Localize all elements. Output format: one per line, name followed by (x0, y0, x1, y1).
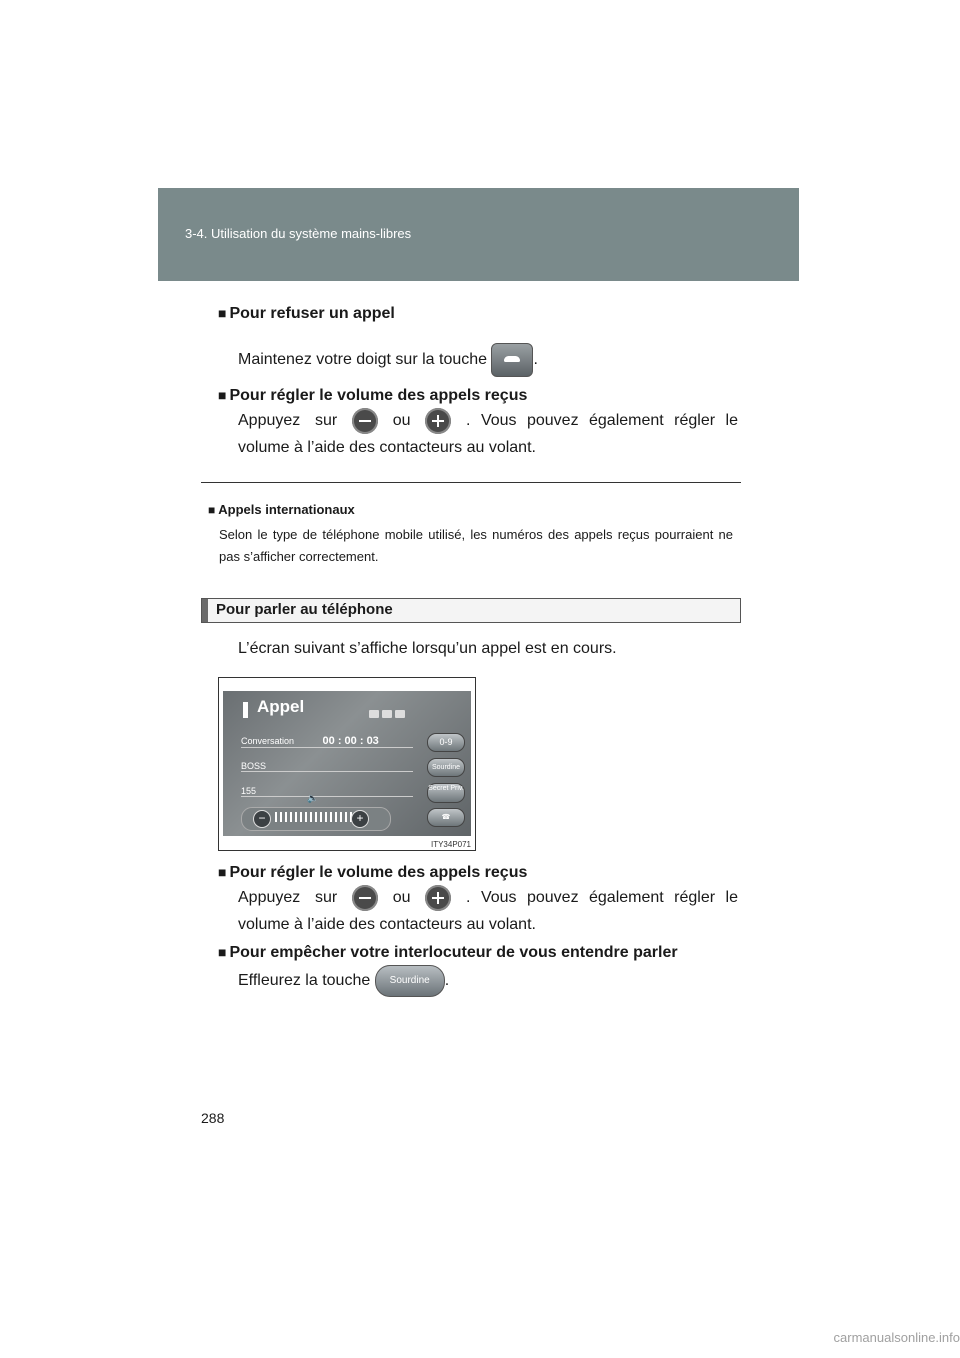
refuse-call-title: Pour refuser un appel (229, 305, 395, 322)
volume-line2-2: volume à l’aide des contacteurs au volant. (238, 916, 536, 933)
note-title: Appels internationaux (218, 502, 355, 517)
volume-title-2: Pour régler le volume des appels reçus (229, 864, 528, 881)
bullet-square-icon: ■ (218, 305, 227, 321)
screen-title: Appel (257, 697, 305, 716)
volume-word-1: Appuyez (238, 412, 301, 429)
bullet-square-icon: ■ (218, 944, 227, 960)
mute-instruction: Effleurez la touche (238, 972, 371, 990)
screen-intro: L’écran suivant s’affiche lorsqu’un appel est en cours. (238, 640, 617, 657)
volume-heading-1 (218, 387, 527, 405)
watermark: carmanualsonline.info (833, 1330, 960, 1345)
volume-plus-icon (425, 408, 451, 434)
volume-word-2: sur (315, 412, 338, 429)
section-bar (201, 598, 741, 623)
volume-plus-icon (425, 885, 451, 911)
caller-number-row: 155 (241, 786, 413, 797)
divider (201, 482, 741, 483)
volume-text-1 (238, 407, 738, 461)
volume-rest-1: . Vous pouvez également régler le (466, 412, 738, 429)
status-icons (369, 705, 431, 714)
signal-icon (395, 710, 405, 718)
refuse-call-instruction: Maintenez votre doigt sur la touche (238, 351, 488, 369)
call-screen (223, 691, 471, 836)
conversation-label: Conversation (241, 736, 295, 746)
refuse-call-period: . (533, 351, 538, 369)
volume-minus-icon (352, 885, 378, 911)
volume-word-1b: Appuyez (238, 889, 301, 906)
screen-volume-plus-button[interactable]: + (351, 810, 369, 828)
caller-name-row: BOSS (241, 761, 413, 772)
volume-word-2b: sur (315, 889, 338, 906)
section-title: Pour parler au téléphone (216, 601, 393, 618)
volume-word-3b: ou (392, 889, 411, 906)
mute-period: . (444, 972, 450, 990)
bullet-square-icon: ■ (218, 864, 227, 880)
note-heading (208, 502, 355, 517)
phone-icon (382, 710, 392, 718)
speaker-icon: 🔈 (307, 793, 319, 803)
mute-text (238, 965, 449, 997)
chapter-header (158, 188, 799, 281)
title-marker-icon (243, 702, 248, 718)
bluetooth-icon (369, 710, 379, 718)
volume-line2-1: volume à l’aide des contacteurs au volant. (238, 439, 536, 456)
bullet-square-icon: ■ (208, 503, 216, 517)
call-timer: 00 : 00 : 03 (322, 735, 379, 747)
volume-heading-2 (218, 864, 527, 882)
private-button[interactable]: Secret Priv. (427, 783, 465, 803)
volume-text-2 (238, 884, 738, 938)
refuse-call-heading (218, 305, 395, 323)
bullet-square-icon: ■ (218, 387, 227, 403)
figure-code: ITY34P071 (430, 840, 471, 849)
volume-word-3: ou (392, 412, 411, 429)
mute-heading (218, 944, 678, 962)
volume-title-1: Pour régler le volume des appels reçus (229, 387, 528, 404)
screen-volume-minus-button[interactable]: − (253, 810, 271, 828)
hang-up-button-icon (491, 343, 533, 377)
chapter-section-title: 3-4. Utilisation du système mains-libres (185, 226, 412, 241)
mute-button-icon: Sourdine (375, 965, 445, 997)
section-bar-accent (202, 599, 208, 622)
hang-up-button[interactable]: ☎ (427, 808, 465, 827)
mute-title: Pour empêcher votre interlocuteur de vous entendre parler (229, 944, 678, 961)
mute-button[interactable]: Sourdine (427, 758, 465, 777)
refuse-call-text (238, 343, 538, 377)
page-number: 288 (201, 1110, 225, 1126)
volume-minus-icon (352, 408, 378, 434)
keypad-button[interactable]: 0-9 (427, 733, 465, 752)
volume-level-ticks (275, 812, 355, 822)
call-screen-figure (218, 677, 476, 851)
volume-rest-2: . Vous pouvez également régler le (466, 889, 738, 906)
note-text: Selon le type de téléphone mobile utilisé, les numéros des appels reçus pourraient ne pas s’afficher correctement. (219, 527, 733, 564)
call-duration-row (241, 735, 413, 748)
